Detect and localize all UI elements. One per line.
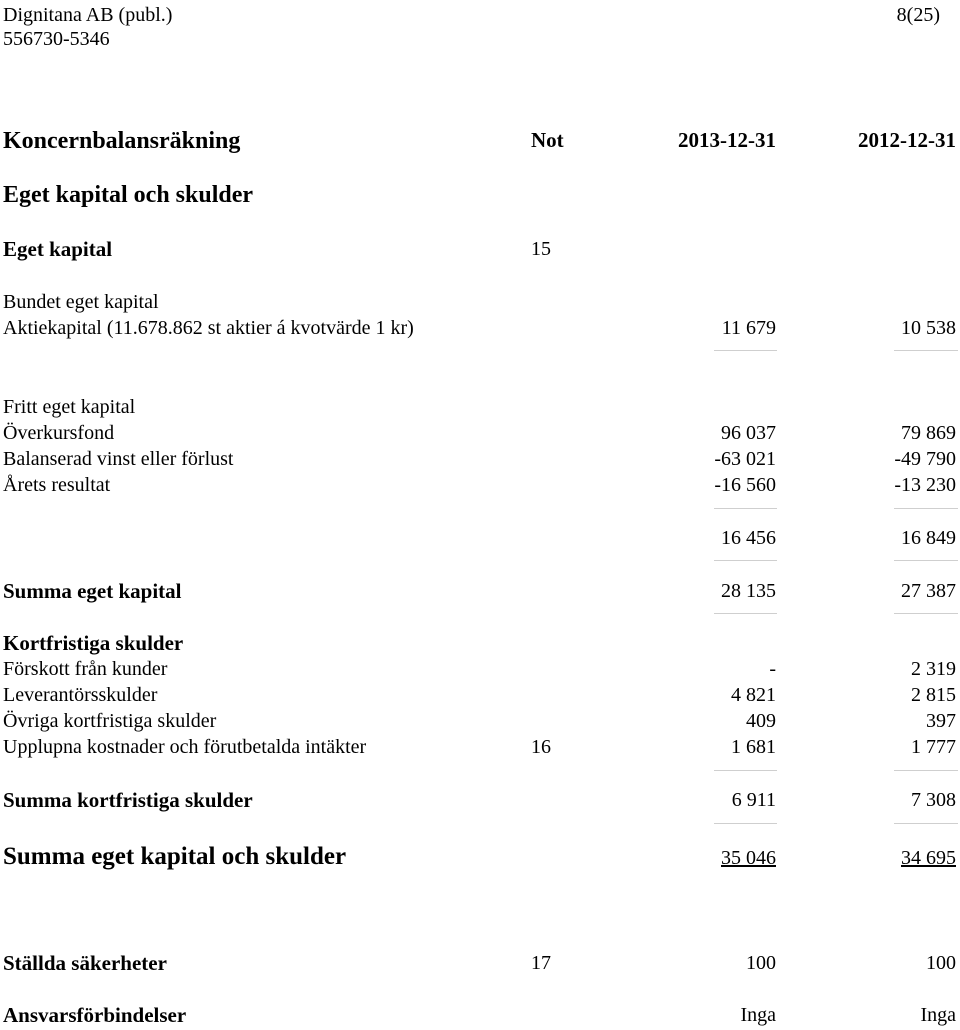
- fritt-row-2013: -63 021: [714, 448, 776, 470]
- rule: [894, 508, 958, 509]
- rule: [894, 350, 958, 351]
- fritt-row-2012: -49 790: [894, 448, 956, 470]
- kortfristiga-row-2012: 2 815: [911, 684, 956, 706]
- kortfristiga-row-2012: 1 777: [911, 736, 956, 758]
- summa-eget-kapital-2012: 27 387: [901, 580, 956, 602]
- summa-eget-kapital-label: Summa eget kapital: [3, 579, 182, 603]
- rule: [894, 770, 958, 771]
- kortfristiga-row-label: Upplupna kostnader och förutbetalda intäkter: [3, 736, 367, 758]
- eget-kapital-heading: Eget kapital: [3, 237, 113, 261]
- bundet-heading: Bundet eget kapital: [3, 291, 159, 313]
- rule: [714, 350, 777, 351]
- statement-title: Koncernbalansräkning: [3, 128, 241, 154]
- eget-kapital-note: 15: [531, 238, 551, 260]
- kortfristiga-row-label: Förskott från kunder: [3, 658, 168, 680]
- kortfristiga-row-2013: 409: [746, 710, 776, 732]
- stallda-note: 17: [531, 952, 551, 974]
- kortfristiga-row-2012: 397: [926, 710, 956, 732]
- fritt-row-2013: -16 560: [714, 474, 776, 496]
- stallda-label: Ställda säkerheter: [3, 951, 167, 975]
- fritt-row-2012: 79 869: [901, 422, 956, 444]
- fritt-row-label: Överkursfond: [3, 422, 115, 444]
- ansvar-2013: Inga: [740, 1004, 776, 1026]
- summa-total-2012: 34 695: [901, 847, 956, 869]
- section-title: Eget kapital och skulder: [3, 182, 254, 208]
- rule: [714, 823, 777, 824]
- fritt-row-label: Årets resultat: [3, 474, 111, 496]
- summa-kortfristiga-2012: 7 308: [911, 789, 956, 811]
- kortfristiga-row-2013: -: [769, 658, 776, 680]
- summa-kortfristiga-2013: 6 911: [731, 789, 776, 811]
- org-number: 556730-5346: [3, 28, 110, 50]
- kortfristiga-row-2012: 2 319: [911, 658, 956, 680]
- ansvar-label: Ansvarsförbindelser: [3, 1003, 187, 1027]
- kortfristiga-row-2013: 1 681: [731, 736, 776, 758]
- rule: [714, 770, 777, 771]
- rule: [894, 613, 958, 614]
- rule: [714, 613, 777, 614]
- page-number: 8(25): [896, 4, 940, 26]
- fritt-row-2012: -13 230: [894, 474, 956, 496]
- kortfristiga-heading: Kortfristiga skulder: [3, 631, 184, 655]
- kortfristiga-row-label: Leverantörsskulder: [3, 684, 158, 706]
- stallda-2013: 100: [746, 952, 776, 974]
- column-header-2012: 2012-12-31: [858, 128, 956, 152]
- aktiekapital-2013: 11 679: [721, 317, 776, 339]
- stallda-2012: 100: [926, 952, 956, 974]
- fritt-subtotal-2012: 16 849: [901, 527, 956, 549]
- fritt-heading: Fritt eget kapital: [3, 396, 136, 418]
- column-header-2013: 2013-12-31: [678, 128, 776, 152]
- rule: [714, 560, 777, 561]
- aktiekapital-label: Aktiekapital (11.678.862 st aktier á kvotvärde 1 kr): [3, 317, 414, 339]
- summa-kortfristiga-label: Summa kortfristiga skulder: [3, 788, 253, 812]
- ansvar-2012: Inga: [920, 1004, 956, 1026]
- kortfristiga-row-note: 16: [531, 736, 551, 758]
- company-name: Dignitana AB (publ.): [3, 4, 173, 26]
- kortfristiga-row-label: Övriga kortfristiga skulder: [3, 710, 217, 732]
- note-column-header: Not: [531, 128, 564, 152]
- rule: [714, 508, 777, 509]
- aktiekapital-2012: 10 538: [901, 317, 956, 339]
- fritt-row-label: Balanserad vinst eller förlust: [3, 448, 234, 470]
- rule: [894, 560, 958, 561]
- fritt-row-2013: 96 037: [721, 422, 776, 444]
- rule: [894, 823, 958, 824]
- summa-total-2013: 35 046: [721, 847, 776, 869]
- kortfristiga-row-2013: 4 821: [731, 684, 776, 706]
- summa-total-label: Summa eget kapital och skulder: [3, 843, 347, 870]
- fritt-subtotal-2013: 16 456: [721, 527, 776, 549]
- summa-eget-kapital-2013: 28 135: [721, 580, 776, 602]
